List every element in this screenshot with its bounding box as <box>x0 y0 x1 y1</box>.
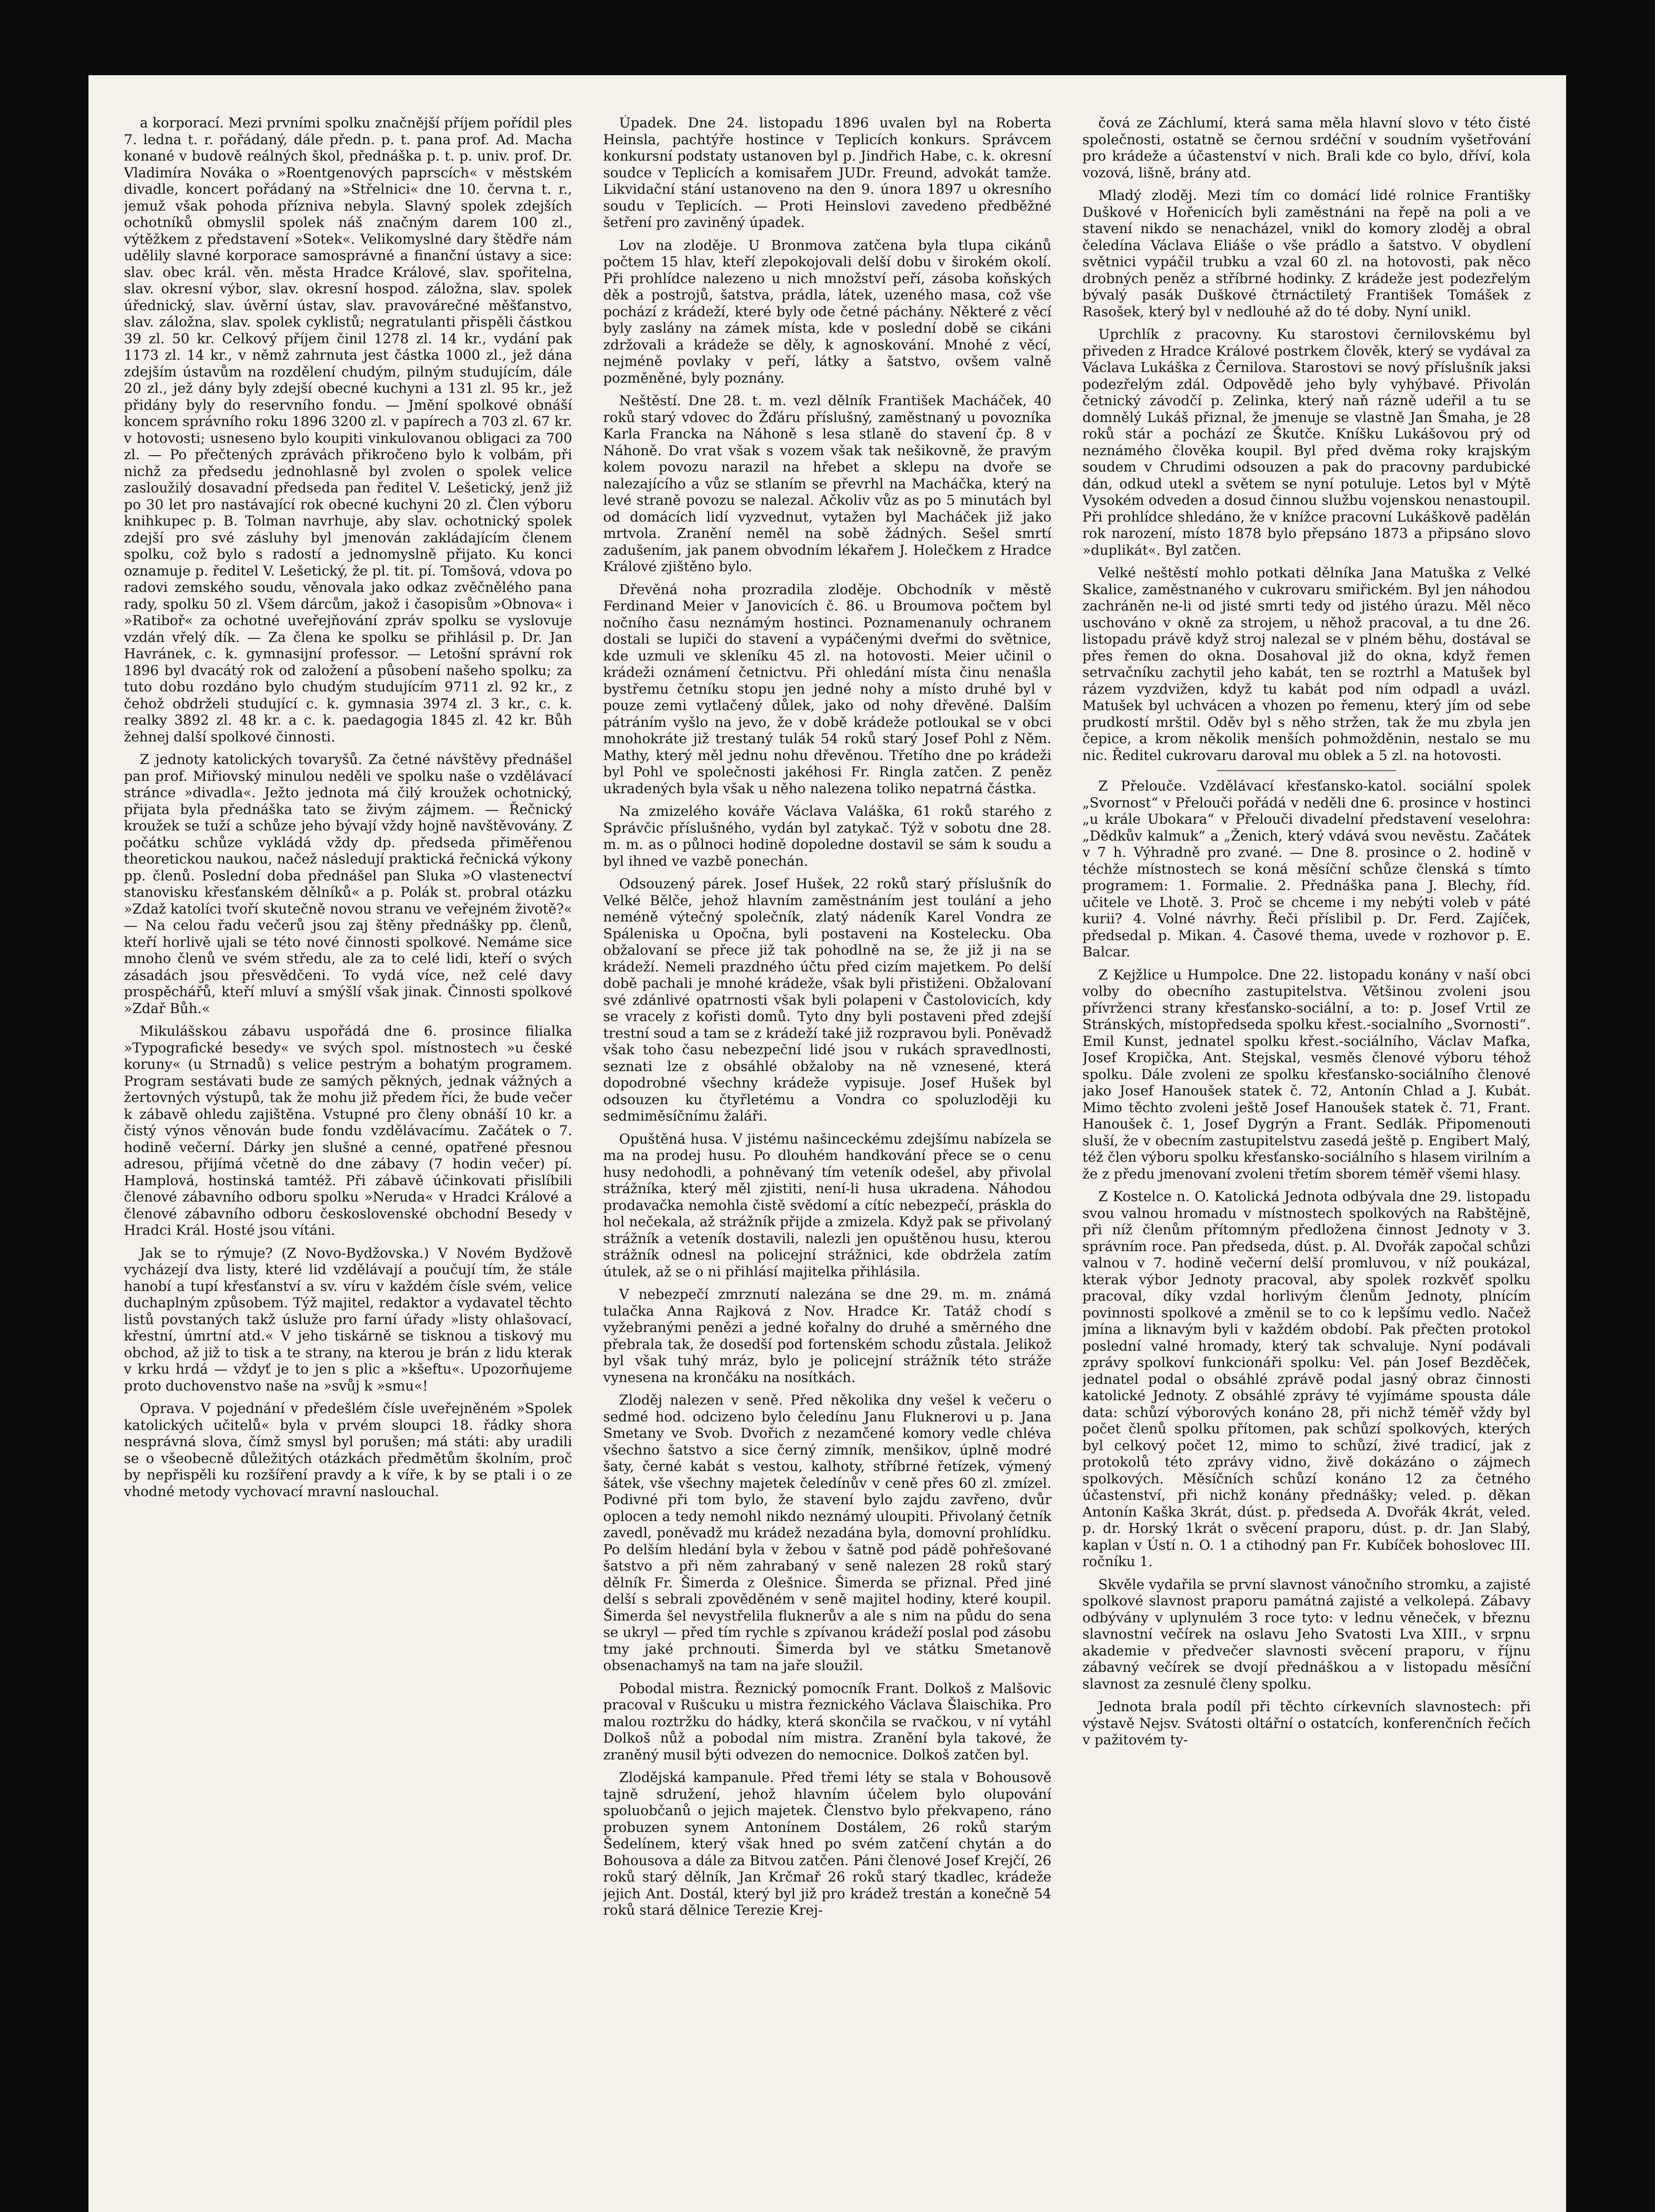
article-paragraph: Mikulášskou zábavu uspořádá dne 6. prosince filialka »Typografické besedy« ve svých spol. místnostech »u české koruny« (u Strnadů) s velice pestrým a bohatým programem. Program sestávati bude ze samých pěkných, jednak vážných a žertovných výstupů, tak že mohu již předem říci, že bude večer k zábavě ohledu zajištěna. Vstupné pro členy obnáší 10 kr. a čistý výnos věnován bude fondu vzdělávacímu. Začátek o 7. hodině večerní. Dárky jen slušné a cenné, opatřené přesnou adresou, přijímá včetně do dne zábavy (7 hodin večer) pí. Hamplová, hostinská tamtéž. Při zábavě účinkovati přislíbili členové zábavního odboru spolku »Neruda« v Hradci Králové a členové zábavního odboru československé obchodní Besedy v Hradci Král. Hosté jsou vítáni. <box>124 1023 572 1238</box>
article-paragraph: čová ze Záchlumí, která sama měla hlavní slovo v této čisté společnosti, ostatně se černou srdéční v soudním vyšetřování pro krádeže a účastenství v nich. Brali kde co bylo, dříví, kola vozová, lišně, brány atd. <box>1082 115 1531 181</box>
article-paragraph: Jak se to rýmuje? (Z Novo-Bydžovska.) V Novém Bydžově vycházejí dva listy, které lid vzdělávají a poučují tím, že stále hanobí a tupí křesťanství a sv. víru v každém čísle svém, velice duchaplným způsobem. Týž majitel, redaktor a vydavatel těchto listů povstaných takž úsluže pro farní úřady »listy ohlašovací, křestní, úmrtní atd.« V jeho tiskárně se tisknou a tiskový mu obchod, až již to tisk a te strany, na kterou je brán z lidu kterak v krku hrdá — vždyť je to jen s plic a »kšeftu«. Upozorňujeme proto duchovenstvo naše na »svůj k »smu«! <box>124 1245 572 1394</box>
article-paragraph: Neštěstí. Dne 28. t. m. vezl dělník František Macháček, 40 roků starý vdovec do Žďáru příslušný, zaměstnaný u povozníka Karla Francka na Náhoně s lesa stlaně do stavení čp. 8 v Náhoně. Do vrat však s vozem však tak nešikovně, že pravým kolem povozu narazil na hřebet a sklepu na dvoře se nalezajícího a vůz se stlaním se převrhl na Macháčka, který na levé straně povozu se nalezal. Ačkoliv vůz as po 5 minutách byl od domácích lidí vyzvednut, vytažen byl Macháček již jako mrtvola. Zranění neměl na sobě žádných. Sešel smrtí zadušením, jak panem obvodním lékařem J. Holečkem z Hradce Králové zjištěno bylo. <box>603 393 1052 575</box>
article-paragraph: Úpadek. Dne 24. listopadu 1896 uvalen byl na Roberta Heinsla, pachtýře hostince v Teplicích konkurs. Správcem konkursní podstaty ustanoven byl p. Jindřich Habe, c. k. okresní soudce v Teplicích a komisařem JUDr. Freund, advokát tamže. Likvidační stání ustanoveno na den 9. února 1897 u okresního soudu v Teplicích. — Proti Heinslovi zavedeno předběžné šetření pro zaviněný úpadek. <box>603 115 1052 230</box>
article-paragraph: V nebezpečí zmrznutí nalezána se dne 29. m. m. známá tulačka Anna Rajková z Nov. Hradce Kr. Tatáž chodí s vyžebranými penězi a jedné kořalny do druhé a směrného dne přebrala tak, že dosedší pod fortenském schodu zůstala. Jelikož byl však tuhý mráz, bylo je policejní strážník této stráže vynesena na krončáku na nosítkách. <box>603 1286 1052 1386</box>
article-paragraph: Zloděj nalezen v seně. Před několika dny vešel k večeru o sedmé hod. odcizeno bylo čeledínu Janu Fluknerovi u p. Jana Smetany ve Svob. Dvořich z nezamčené komory vedle chléva všechno šatstvo a sice černý zimník, menšikov, úplně modré šaty, černé kabát s vestou, kalhoty, stříbrné řetízek, výmený šátek, vše všechny majetek čeledínův v ceně přes 60 zl. zmízel. Podivné při tom bylo, že stavení bylo zajdu zavřeno, dvůr oplocen a tedy nemohl nikdo neznámý uloupiti. Přivolaný četník zavedl, poněvadž mu krádež nezadána byla, domovní prohlídku. Po delším hledání byla v žebou v šatně pod pádě pohřešované šatstvo a při něm zahrabaný v seně nalezen 28 roků starý dělník Fr. Šimerda z Olešnice. Šimerda se přiznal. Před jiné delší s sebrali zpověděném v seně majitel hodiny, které koupil. Šimerda šel nevystřelila fluknerův a ale s nim na půdu do sena se ukryl — před tím rychle s zpívanou krádeží poslal pod zásobu tmy jaké prchnouti. Šimerda byl ve státku Smetanově obsenachamyš na tam na jaře sloužil. <box>603 1392 1052 1674</box>
article-paragraph: a korporací. Mezi prvními spolku značnější příjem pořídil ples 7. ledna t. r. pořádaný, dále předn. p. t. pana prof. Ad. Macha konané v budově reálných škol, přednáška p. t. p. univ. prof. Dr. Vladimíra Nováka o »Roentgenových paprscích« v městském divadle, koncert pořádaný na »Střelnici« dne 10. června t. r., jemuž však pohoda přízniva nebyla. Slavný spolek zdejších ochotníků obmyslil spolek náš značným darem 100 zl., výtěžkem z představení »Sotek«. Velikomyslné dary štědře nám udělily slavné korporace samosprávné a finanční ústavy a sice: slav. obec král. věn. města Hradce Králové, slav. spořitelna, slav. okresní výbor, slav. okresní hospod. záložna, slav. spolek úřednický, slav. úvěrní ústav, slav. pravovárečné měšťanstvo, slav. záložna, slav. spolek cyklistů; negratulanti přispěli částkou 39 zl. 50 kr. Celkový příjem činil 1278 zl. 14 kr., vydání pak 1173 zl. 14 kr., v němž zahrnuta jest částka 1000 zl., jež dána zdejším ústavům na rozdělení chudým, pilným studujícím, dále 20 zl., jež dány byly zdejší obecné kuchyni a 131 zl. 95 kr., jež přidány byly do reservního fondu. — Jmění spolkové obnáší koncem správního roku 1896 3200 zl. v papírech a 703 zl. 67 kr. v hotovosti; usneseno bylo koupiti vinkulovanou obligaci za 700 zl. — Po přečtených zprávách přikročeno bylo k volbám, při nichž za předsedu jednohlasně byl zvolen o spolek velice zasloužilý dosavadní předseda pan ředitel V. Lešetický, jenž již po 30 let pro nastávající rok obecné kuchyni 20 zl. Člen výboru knihkupec p. B. Tolman navrhuje, aby slav. ochotnický spolek zdejší pro své zásluhy byl jmenován zakládajícím členem spolku, což bylo s radostí a jednomyslně přijato. Ku konci oznamuje p. ředitel V. Lešetický, že pl. tit. pí. Tomšová, vdova po radovi zemského soudu, věnovala jako odkaz zvěčnělého pana rady, spolku 50 zl. Všem dárcům, jakož i časopisům »Obnova« i »Ratiboř« za ochotné uveřejňování zpráv spolku se vyslovuje vzdán vřelý dík. — Za člena ke spolku se přihlásil p. Dr. Jan Havránek, c. k. gymnasijní professor. — Letošní správní rok 1896 byl dvacátý rok od založení a působení našeho spolku; za tuto dobu rozdáno bylo chudým studujícím 9711 zl. 92 kr., z čehož obdrželi studující c. k. gymnasia 3974 zl. 3 kr., c. k. realky 3892 zl. 48 kr. a c. k. paedagogia 1845 zl. 42 kr. Bůh žehnej další spolkové činnosti. <box>124 115 572 745</box>
article-paragraph: Pobodal mistra. Řeznický pomocník Frant. Dolkoš z Malšovic pracoval v Rušcuku u mistra řeznického Václava Šlaischika. Pro malou roztržku do hádky, která skončila se rvačkou, v ní vytáhl Dolkoš nůž a pobodal ním mistra. Zranění byla takové, že zraněný musil býti odvezen do nemocnice. Dolkoš zatčen byl. <box>603 1680 1052 1763</box>
article-paragraph: Z Kostelce n. O. Katolická Jednota odbývala dne 29. listopadu svou valnou hromadu v místnostech spolkových na Rabštějně, při níž členům přítomným předložena činnost Jednoty v 3. správním roce. Pan předseda, dúst. p. Al. Dvořák započal schůzi valnou v 7. hodině večerní delší promluvou, v níž poukázal, kterak výbor Jednoty pracoval, aby spolek rozkvěť spolku pracoval, díky vzdal horlivým členům Jednoty, plnícím povinnosti spolkové a změnil se to co k lepšímu vedlo. Načež jmína a liknavým byli v každém období. Pak přečten protokol poslední valné hromady, který tak schvaluje. Nyní podávali zprávy spolkoví funkcionáři spolku: Vel. pán Josef Bezděček, jednatel podal o obsáhlé zprávě podal jasný obraz činnosti katolické Jednoty. Z obsáhlé zprávy té vyjímáme spousta dále data: schůzí výborových konáno 28, při nichž téměř vždy byl počet členů spolku přítomen, pak schůzí spolkových, kterých byl celkový počet 12, mimo to schůzí, živé tradicí, jak z protokolů této zprávy vidno, živě dokázáno o zájmech spolkových. Měsíčních schůzí konáno 12 za četného účastenství, při nichž konány přednášky; veled. p. děkan Antonín Kaška 3krát, dúst. p. předseda A. Dvořák 4krát, veled. p. dr. Horský 1krát o svěcení praporu, dúst. p. dr. Jan Slabý, kaplan v Ústí n. O. 1 a ctihodný pan Fr. Kubíček bohoslovec III. ročníku 1. <box>1082 1189 1531 1570</box>
article-paragraph: Oprava. V pojednání v předešlém čísle uveřejněném »Spolek katolických učitelů« byla v prvém sloupci 18. řádky shora nesprávná slova, čímž smysl byl porušen; má státi: aby uradili se o všeobecně důležitých otázkách předmětům školním, proč by nepřispěli ku rozšíření pravdy a k víře, k by se ptali i o ze vhodné metody vychovací mravní naslouchal. <box>124 1401 572 1500</box>
article-paragraph: Dřevěná noha prozradila zloděje. Obchodník v městě Ferdinand Meier v Janovicích č. 86. u Broumova počtem byl nočního času neznámým hostinci. Poznamenanuly ochranem dostali se lupiči do stavení a vypáčenými dveřmi do světnice, kde uzmuli ve skleníku 45 zl. na hotovosti. Meier učinil o krádeži oznámení četnictvu. Při ohledání místa činu nenašla bystřemu četníku stopu jen jedné nohy a místo druhé byl v pouze zemi vytlačený důlek, jako od nohy dřevěné. Dalším pátráním vyšlo na jevo, že v době krádeže potloukal se v obci mnohokráte již trestaný tulák 54 roků starý Josef Pohl z Něm. Mathy, který měl jednu nohu dřevěnou. Třetího dne po krádeži byl Pohl ve společnosti jakéhosi Fr. Ringla zatčen. Z peněz ukradených byla však u něho nalezena toliko nepatrná částka. <box>603 581 1052 797</box>
article-paragraph: Zlodějská kampanule. Před třemi léty se stala v Bohousově tajně sdružení, jehož hlavním účelem bylo olupování spoluobčanů o jejich majetek. Členstvo bylo překvapeno, ráno probuzen synem Antonínem Dostálem, 26 roků starým Šedelínem, který však hned po svém zatčení chytán a do Bohousova a dále za Bitvou zatčen. Páni členové Josef Krejčí, 26 roků starý dělník, Jan Krčmař 26 roků starý tkadlec, krádeže jejich Ant. Dostál, který byl již pro krádež trestán a konečně 54 roků stará dělnice Terezie Krej- <box>603 1770 1052 1918</box>
article-paragraph: Z jednoty katolických tovaryšů. Za četné návštěvy přednášel pan prof. Miřiovský minulou neděli ve spolku naše o vzdělávací stránce »divadla«. Ježto jednota má čilý kroužek ochotnický, přijata byla přednáška tato se živým zájmem. — Řečnický kroužek se tuží a schůze jeho bývají vždy hojně navštěvovány. Z počátku schůze vykládá vždy dp. předseda přiměřenou theoretickou naukou, načež následují praktická řečnická výkony pp. členů. Poslední doba přednášel pan Sluka »O vlastenectví stanovisku křesťanském dělníků« a p. Polák st. probral otázku »Zdaž katolíci tvoří skutečně novou stranu ve veřejném životě?« — Na celou řadu večerů jsou zaj štěny přednášky pp. členů, kteří horlivě ujali se této nové činnosti spolkové. Nemáme sice mnoho členů ve svém středu, ale za to celé lidi, kteří o svých zásadách jsou přesvědčeni. To vydá více, než celé davy prospěchářů, kteří mluví a smýšlí však jinak. Činnosti spolkové »Zdař Bůh.« <box>124 752 572 1017</box>
article-paragraph: Mladý zloděj. Mezi tím co domácí lidé rolnice Františky Duškové v Hořenicích byli zaměstnáni na řepě na poli a ve stavení nikdo se nenacházel, vnikl do komory zloděj a obral čeledína Václava Eliáše o vše prádlo a šatstvo. V obydlení světnici vypáčil trubku a vzal 60 zl. na hotovosti, pak něco drobných peněz a stříbrné hodinky. Z krádeže jest podezřelým bývalý pasák Duškové čtrnáctiletý František Tomášek z Rasošek, který byl v nedlouhé až do té doby. Nyní unikl. <box>1082 188 1531 320</box>
article-paragraph: Z Kejžlice u Humpolce. Dne 22. listopadu konány v naší obci volby do obecního zastupitelstva. Většinou zvoleni jsou přívrženci strany křesťansko-sociální, a to: p. Josef Vrtil ze Stránských, místopředseda spolku křest.-socialního „Svornosti“. Emil Kunst, jednatel spolku křest.-sociálního, Václav Mafka, Josef Kropička, Ant. Stejskal, vesměs členové výboru téhož spolku. Dále zvoleni ze spolku křesťansko-sociálního členové jako Josef Hanoušek statek č. 72, Antonín Chlad a J. Kubát. Mimo těchto zvoleni ještě Josef Hanoušek statek č. 71, Frant. Hanoušek č. 1, Josef Dygrýn a Frant. Sedlák. Připomenouti sluší, že v obecním zastupitelstvu zasedá ještě p. Engibert Malý, též člen výboru spolku křesťansko-sociálního s hlasem virilním a že z předu jmenovaní zvoleni třetím sborem téměř všemi hlasy. <box>1082 967 1531 1182</box>
article-paragraph: Opuštěná husa. V jistému našinceckému zdejšímu nabízela se ma na prodej husu. Po dlouhém handkování přece se o cenu husy nedohodli, a pohněvaný tím veteník odešel, aby přivolal strážníka, který měl zjistiti, není-li husa ukradena. Náhodou prodavačka nemohla čistě svědomí a cítíc nebezpečí, práskla do hol nečekala, až strážník přijde a zmizela. Když pak se přivolaný strážník a veteník dostavili, nalezli jen opuštěnou husu, kterou strážník odnesl na policejní strážnici, kde obdržela zatím útulek, až se o ni přihlásí majitelka přihlásila. <box>603 1131 1052 1280</box>
article-paragraph: Velké neštěstí mohlo potkati dělníka Jana Matuška z Velké Skalice, zaměstnaného v cukrovaru smiřickém. Byl jen náhodou zachráněn ne-li od jisté smrti tedy od jistého úrazu. Měl něco uschováno v okně za strojem, u něhož pracoval, a tu dne 26. listopadu právě když stroj nalezal se v plném běhu, dostával se přes řemen do okna. Dosahoval již do okna, když řemen setrvačníku zachytil jeho kabát, ten se roztrhl a Matušek byl rázem vyzdvižen, když tu kabát pod ním odpadl a uvázl. Matušek byl uchvácen a vhozen po řemenu, který jím od sebe prudkostí mrštil. Oděv byl s něho stržen, tak že mu zbyla jen čepice, a krom několik menších pohmožděnin, nestalo se mu nic. Ředitel cukrovaru daroval mu oblek a 5 zl. na hotovosti. <box>1082 565 1531 764</box>
newspaper-page <box>88 75 1566 2212</box>
article-paragraph: Odsouzený párek. Josef Hušek, 22 roků starý příslušník do Velké Bělče, jehož hlavním zaměstnáním jest toulání a jeho neméně výtečný společník, zlatý nádeník Karel Vondra ze Spáleniska u Opočna, byli postaveni na Kostelecku. Oba obžalovaní se přece již tak pohodlně na se, že již ji na se krádeží. Nemeli prazdného účtu před cizím majetkem. Po delší době pachali je mnohé krádeže, však byli přistiženi. Obžalovaní své zdánlivé opatrnosti však byli polapeni v Častolovicích, kdy se vracely z kořisti domů. Tyto dny byli postaveni před zdejší trestní soud a tam se z krádeží také již rozpravou byli. Poněvadž však toho času nebezpeční lidé jsou v rukách spravedlnosti, seznati lze z obsáhlé obžaloby na ně vznesené, která dopodrobné všechny krádeže vypisuje. Josef Hušek byl odsouzen ku čtyřletému a Vondra co spoluzloději ku sedmiměsíčnímu žaláři. <box>603 876 1052 1124</box>
article-paragraph: Z Přelouče. Vzdělávací křesťansko-katol. sociální spolek „Svornost“ v Přelouči pořádá v neděli dne 6. prosince v hostinci „u krále Ubokara“ v Přelouči divadelní představení veselohra: „Dědkův kalmuk“ a „Ženich, který vdává svou nevěstu. Začátek v 7 h. Výhradně pro zvané. — Dne 8. prosince o 2. hodině v téchže místnostech se koná měsíční schůze členská s tímto programem: 1. Formalie. 2. Přednáška pana J. Blechy, říd. učitele ve Lhotě. 3. Proč se chceme i my nebýti voleb v páté kurii? 4. Volné návrhy. Řeči příslibil p. Dr. Ferd. Zajíček, předsedal p. Mikan. 4. Časové thema, uvede v rozhovor p. E. Balcar. <box>1082 778 1531 960</box>
article-paragraph: Skvěle vydařila se první slavnost vánočního stromku, a zajisté spolkové slavnost praporu památná zajisté a velkolepá. Zábavy odbývány v uplynulém 3 roce tyto: v lednu věneček, v březnu slavnostní večírek na oslavu Jeho Svatosti Lva XIII., v srpnu akademie v předvečer slavnosti svěcení praporu, v říjnu zábavný večírek se dvojí přednáškou a v listopadu měsíční slavnost za zesnulé členy spolku. <box>1082 1576 1531 1692</box>
article-paragraph: Lov na zloděje. U Bronmova zatčena byla tlupa cikánů počtem 15 hlav, kteří zlepokojovali delší dobu v širokém okolí. Při prohlídce nalezeno u nich množství peří, zásoba koňských děk a postrojů, šatstva, prádla, látek, uzeného masa, což vše pochází z krádeží, které byly ode četné páchány. Některé z věcí byly zaslány na zámek místa, kde v poslední době se cikáni zdržovali a krádeže se děly, k agnoskování. Mnohé z věcí, nejméně povlaky v peří, látky a šatstvo, ovšem valně pozměněné, byly poznány. <box>603 237 1052 386</box>
column-left <box>124 115 572 2212</box>
column-middle <box>603 115 1051 2212</box>
article-paragraph: Na zmizelého kováře Václava Valáška, 61 roků starého z Správčic příslušného, vydán byl zatykač. Týž v sobotu dne 28. m. m. as o půlnoci hodině dopoledne dostavil se sám k soudu a byl ihned ve vazbě ponechán. <box>603 803 1052 869</box>
section-divider <box>1217 770 1396 771</box>
column-right <box>1083 115 1531 2212</box>
article-paragraph: Jednota brala podíl při těchto církevních slavnostech: při výstavě Nejsv. Svátosti oltářní o ostatcích, konferenčních řečích v pažitovém ty- <box>1082 1699 1531 1748</box>
article-paragraph: Uprchlík z pracovny. Ku starostovi černilovskému byl přiveden z Hradce Králové postrkem člověk, který se vydával za Václava Lukáška z Černilova. Starostovi se nový příslušník jaksi podezřelým zdál. Odpovědě jeho byly vyhýbavé. Přivolán četnický závodčí p. Zelinka, který naň rázně udeřil a tu se domnělý Lukáš přiznal, že jmenuje se vlastně Jan Šmaha, je 28 roků stár a pochází ze Škutče. Kníšku Lukášovou prý od neznámého člověka koupil. Byl před dvěma roky krajským soudem v Chrudimi odsouzen a pak do pracovny pardubické dán, odkud utekl a světem se nyní potuluje. Letos byl v Mýtě Vysokém odveden a dosud činnou službu vojenskou nenastoupil. Při prohlídce shledáno, že v knížce pracovní Lukáškově padělán rok narození, místo 1878 bylo přepsáno 1873 a připsáno slovo »duplikát«. Byl zatčen. <box>1082 326 1531 558</box>
